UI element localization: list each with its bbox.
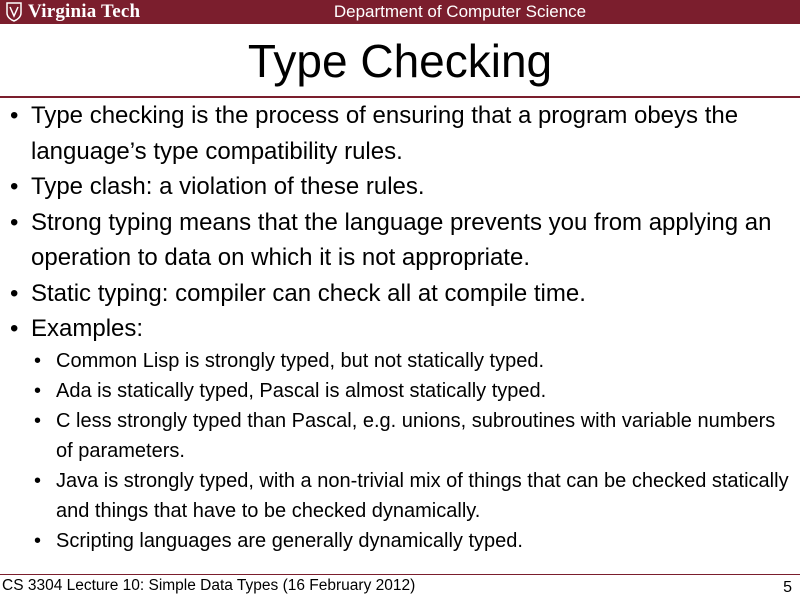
main-bullet-list <box>0 98 790 347</box>
bullet-item: • Type checking is the process of ensuring that a program obeys the language’s type compatibility rules. <box>0 98 790 169</box>
slide-title: Type Checking <box>247 35 553 87</box>
vt-shield-icon <box>6 2 22 22</box>
bullet-item: • Type clash: a violation of these rules. <box>0 169 790 205</box>
footer-text: CS 3304 Lecture 10: Simple Data Types (16 February 2012) <box>2 577 416 594</box>
virginia-tech-logo <box>6 1 140 23</box>
bullet-item: • Examples: <box>0 311 790 347</box>
department-label: Department of Computer Science <box>333 2 587 21</box>
sub-bullet-item: • Scripting languages are generally dynamically typed. <box>0 526 790 556</box>
footer-divider <box>0 574 800 575</box>
bullet-item: • Strong typing means that the language prevents you from applying an operation to data on which it is not appropriate. <box>0 205 790 276</box>
bullet-item: • Static typing: compiler can check all at compile time. <box>0 276 790 312</box>
logo-text: Virginia Tech <box>28 1 141 22</box>
page-number: 5 <box>783 579 792 596</box>
sub-bullet-item: • Java is strongly typed, with a non-trivial mix of things that can be checked statically and things that have to be checked dynamically. <box>0 466 790 526</box>
header-bar <box>0 0 800 24</box>
sub-bullet-item: • Ada is statically typed, Pascal is almost statically typed. <box>0 376 790 406</box>
example-bullet-list <box>0 346 790 556</box>
sub-bullet-item: • Common Lisp is strongly typed, but not statically typed. <box>0 346 790 376</box>
sub-bullet-item: • C less strongly typed than Pascal, e.g. unions, subroutines with variable numbers of parameters. <box>0 406 790 466</box>
